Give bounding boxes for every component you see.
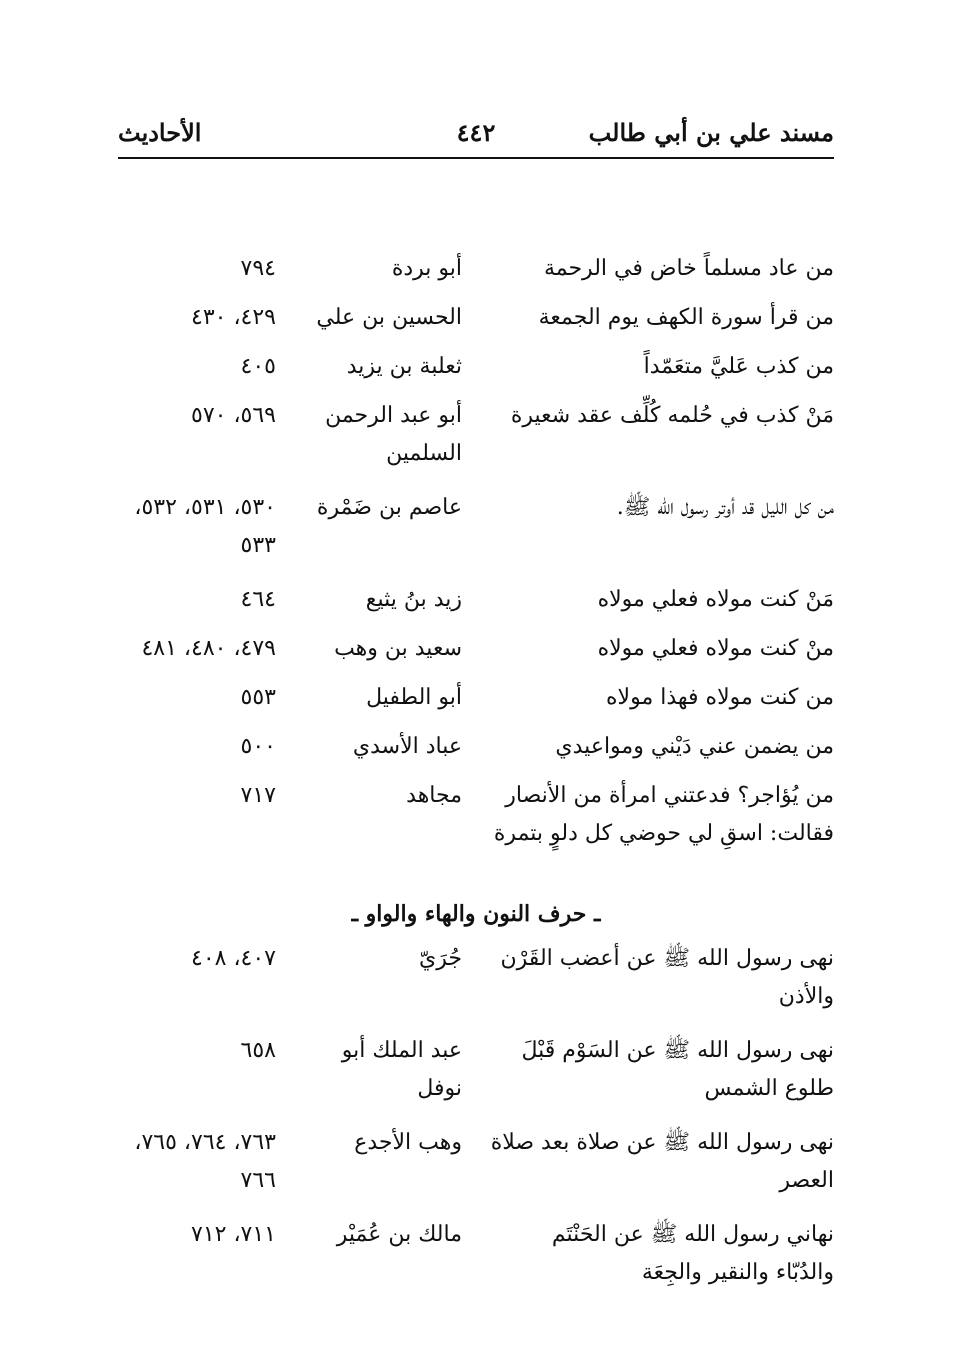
table-row	[118, 581, 834, 630]
hadith-text: مَنْ كذب في حُلمه كُلِّف عقد شعيرة	[510, 403, 834, 428]
table-row	[118, 250, 834, 299]
table-row	[118, 630, 834, 679]
hadith-text: نهى رسول الله ﷺ عن السَوْم قَبْلَ طلوع الشمس	[521, 1038, 834, 1101]
hadith-numbers: ٤٠٥	[240, 354, 276, 379]
narrator: وهب الأجدع	[354, 1130, 462, 1155]
narrator: سعيد بن وهب	[334, 636, 462, 661]
hadith-numbers: ٥٥٣	[240, 685, 276, 710]
narrator: زيد بنُ يثيع	[365, 587, 462, 612]
narrator: جُرَيّ	[419, 946, 462, 971]
table-row	[118, 1216, 834, 1308]
hadith-numbers: ٥٦٩، ٥٧٠	[191, 403, 276, 428]
hadith-numbers: ٤٠٧، ٤٠٨	[191, 946, 276, 971]
section-heading: ـ حرف النون والهاء والواو ـ	[351, 901, 601, 927]
table-row	[118, 1032, 834, 1124]
header-rule	[118, 157, 834, 159]
page-number: ٤٤٢	[456, 118, 496, 147]
table-row	[118, 777, 834, 869]
hadith-index-table-b	[118, 940, 834, 1308]
table-row	[118, 397, 834, 489]
table-row	[118, 1124, 834, 1216]
book-title: مسند علي بن أبي طالب	[588, 118, 834, 147]
hadith-numbers: ٦٥٨	[240, 1038, 276, 1063]
narrator: أبو الطفيل	[366, 685, 462, 710]
hadith-text: من يضمن عني دَيْني ومواعيدي	[555, 734, 834, 759]
hadith-text: نهى رسول الله ﷺ عن أعضب القَرْن والأذن	[500, 946, 834, 1009]
hadith-text: من عاد مسلماً خاض في الرحمة	[543, 256, 834, 281]
hadith-numbers: ٤٢٩، ٤٣٠	[191, 305, 276, 330]
table-row	[118, 489, 834, 581]
narrator: عاصم بن ضَمْرة	[316, 495, 462, 520]
table-row	[118, 299, 834, 348]
hadith-numbers: ٧١٧	[240, 783, 276, 808]
table-row	[118, 348, 834, 397]
table-row	[118, 728, 834, 777]
hadith-numbers: ٤٦٤	[240, 587, 276, 612]
narrator: ثعلبة بن يزيد	[346, 354, 462, 379]
narrator: مالك بن عُمَيْر	[336, 1222, 462, 1247]
hadith-numbers: ٤٧٩، ٤٨٠، ٤٨١	[141, 636, 276, 661]
hadith-text: من كذب عَليَّ متعَمّداً	[643, 354, 834, 379]
hadith-index-table-a	[118, 250, 834, 869]
section-title: الأحاديث	[118, 118, 202, 147]
hadith-numbers: ٧٦٣، ٧٦٤، ٧٦٥، ٧٦٦	[134, 1130, 276, 1193]
hadith-text: نهى رسول الله ﷺ عن صلاة بعد صلاة العصر	[490, 1130, 834, 1193]
hadith-text: منْ كنت مولاه فعلي مولاه	[597, 636, 834, 661]
hadith-text: نهاني رسول الله ﷺ عن الحَنْتَم والدُبّاء والنقير والجِعَة	[551, 1222, 834, 1285]
narrator: أبو عبد الرحمن السلمين	[325, 403, 462, 466]
hadith-numbers: ٧٩٤	[240, 256, 276, 281]
hadith-numbers: ٧١١، ٧١٢	[191, 1222, 276, 1247]
hadith-text: من قرأ سورة الكهف يوم الجمعة	[538, 305, 834, 330]
hadith-text: من كل الليل قد أوتر رسول الله ﷺ.	[616, 495, 834, 520]
narrator: عباد الأسدي	[352, 734, 462, 759]
hadith-text: من كنت مولاه فهذا مولاه	[606, 685, 834, 710]
hadith-numbers: ٥٠٠	[240, 734, 276, 759]
hadith-text: مَنْ كنت مولاه فعلي مولاه	[597, 587, 834, 612]
narrator: عبد الملك أبو نوفل	[341, 1038, 462, 1101]
table-row	[118, 679, 834, 728]
narrator: أبو بردة	[391, 256, 462, 281]
narrator: الحسين بن علي	[316, 305, 462, 330]
hadith-numbers: ٥٣٠، ٥٣١، ٥٣٢، ٥٣٣	[134, 495, 276, 558]
narrator: مجاهد	[406, 783, 462, 808]
page-header	[118, 118, 834, 158]
hadith-text: من يُؤاجر؟ فدعتني امرأة من الأنصار فقالت: اسقِ لي حوضي كل دلوٍ بتمرة	[493, 783, 834, 846]
table-row	[118, 940, 834, 1032]
